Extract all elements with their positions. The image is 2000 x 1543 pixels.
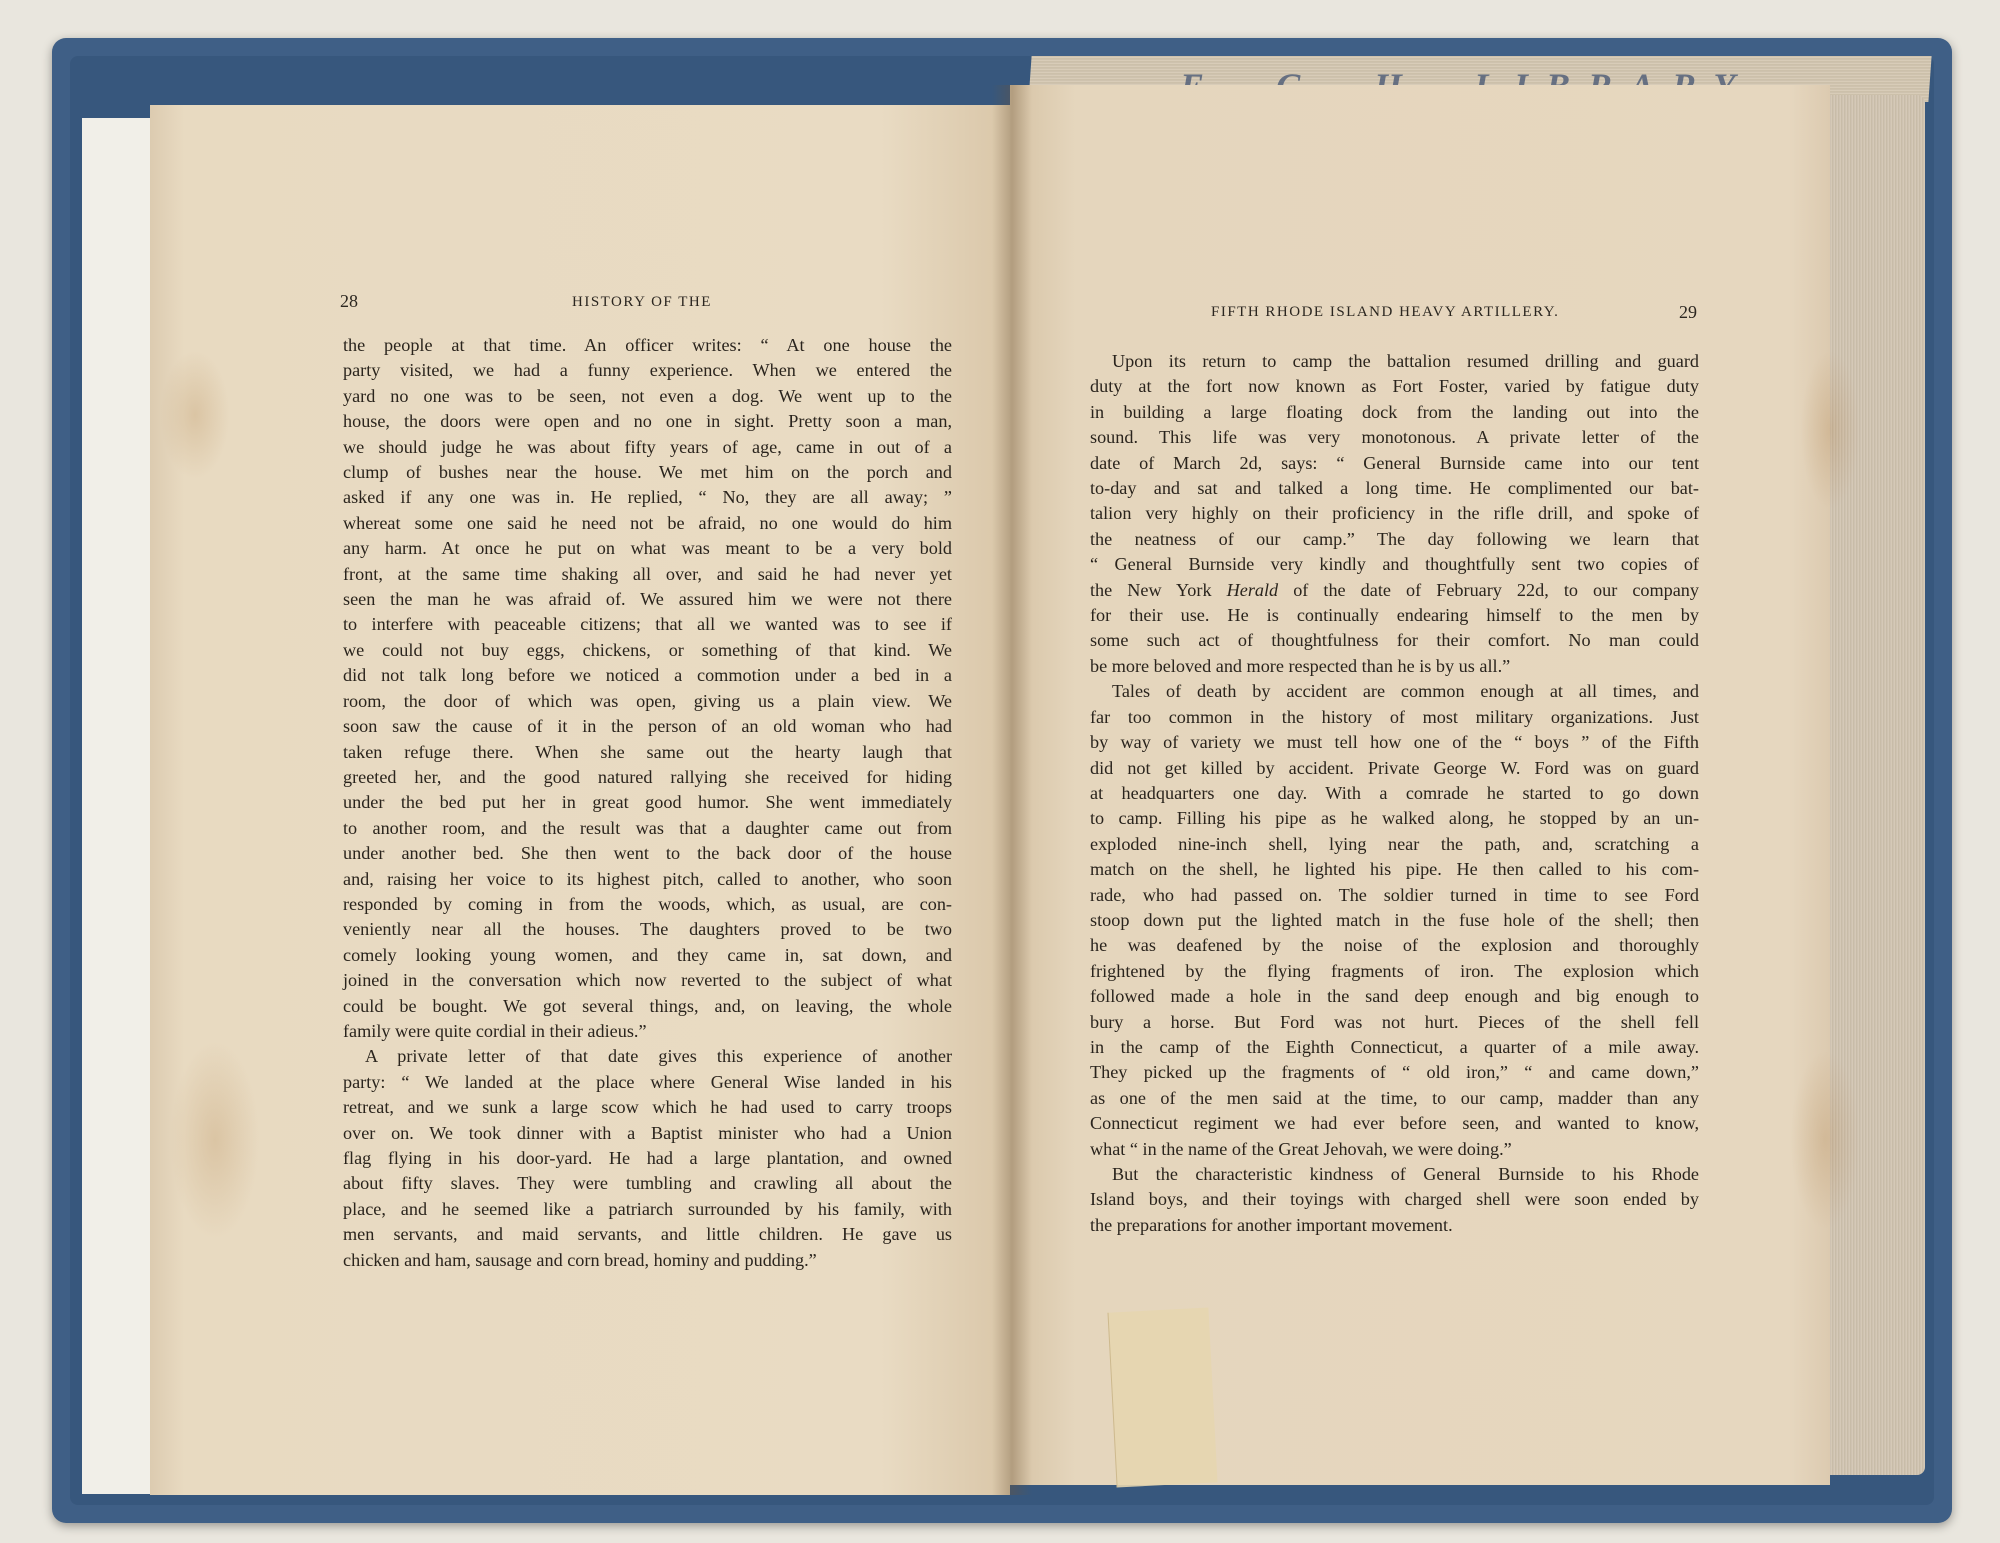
text-line: the neatness of our camp.” The day following we learn that — [1090, 528, 1699, 549]
text-line: chicken and ham, sausage and corn bread, hominy and pudding.” — [343, 1249, 817, 1270]
text-line: about fifty slaves. They were tumbling and crawling all about the — [343, 1173, 952, 1194]
text-line: by way of variety we must tell how one of the “ boys ” of the Fifth — [1090, 732, 1699, 753]
text-line: did not talk long before we noticed a commotion under a bed in a — [343, 665, 952, 686]
text-line: followed made a hole in the sand deep enough and big enough to — [1090, 986, 1699, 1007]
repair-tape — [1107, 1307, 1217, 1487]
text-line: did not get killed by accident. Private George W. Ford was on guard — [1090, 757, 1699, 778]
text-line: in building a large floating dock from the landing out into the — [1090, 401, 1699, 422]
text-line: we could not buy eggs, chickens, or something of that kind. We — [343, 639, 952, 660]
text-line: joined in the conversation which now reverted to the subject of what — [343, 970, 952, 991]
text-line: room, the door of which was open, giving us a plain view. We — [343, 690, 952, 711]
paragraph — [343, 333, 952, 1044]
text-line: front, at the same time shaking all over, and said he had never yet — [343, 563, 952, 584]
text-line: over on. We took dinner with a Baptist minister who had a Union — [343, 1122, 952, 1143]
right-running-head: FIFTH RHODE ISLAND HEAVY ARTILLERY. — [1211, 304, 1560, 320]
text-line: Connecticut regiment we had ever before seen, and wanted to know, — [1090, 1113, 1699, 1134]
text-line: veniently near all the houses. The daughters proved to be two — [343, 919, 952, 940]
text-line: he was deafened by the noise of the explosion and thoroughly — [1090, 935, 1699, 956]
text-line: “ General Burnside very kindly and thoughtfully sent two copies of — [1090, 554, 1699, 575]
text-line: to-day and sat and talked a long time. He complimented our bat- — [1090, 478, 1699, 499]
text-line: retreat, and we sunk a large scow which he had used to carry troops — [343, 1097, 952, 1118]
text-line: greeted her, and the good natured rallying she received for hiding — [343, 766, 952, 787]
text-line: for their use. He is continually endearing himself to the men by — [1090, 605, 1699, 626]
text-line: talion very highly on their proficiency in the rifle drill, and spoke of — [1090, 503, 1699, 524]
text-line: Tales of death by accident are common enough at all times, and — [1112, 681, 1699, 702]
text-line: flag flying in his door-yard. He had a large plantation, and owned — [343, 1148, 952, 1168]
text-line: They picked up the fragments of “ old iron,” “ and came down,” — [1090, 1062, 1699, 1083]
text-line: stoop down put the lighted match in the fuse hole of the shell; then — [1090, 909, 1699, 930]
paragraph — [343, 1044, 952, 1273]
text-line: exploded nine-inch shell, lying near the path, and, scratching a — [1090, 833, 1699, 854]
left-page-text — [343, 333, 952, 1273]
text-line: Upon its return to camp the battalion resumed drilling and guard — [1112, 351, 1699, 371]
text-line: the New York Herald of the date of February 22d, to our company — [1090, 579, 1699, 600]
text-line: party: “ We landed at the place where General Wise landed in his — [343, 1071, 952, 1092]
right-page-text — [1090, 349, 1699, 1238]
text-line: to another room, and the result was that a daughter came out from — [343, 817, 952, 838]
text-line: A private letter of that date gives this experience of another — [365, 1046, 952, 1067]
text-line: as one of the men said at the time, to our camp, madder than any — [1090, 1087, 1699, 1108]
text-line: soon saw the cause of it in the person of an old woman who had — [343, 716, 952, 737]
text-line: bury a horse. But Ford was not hurt. Pieces of the shell fell — [1090, 1011, 1699, 1032]
text-line: to interfere with peaceable citizens; that all we wanted was to see if — [343, 614, 952, 635]
text-line: clump of bushes near the house. We met him on the porch and — [343, 462, 952, 483]
text-line: match on the shell, he lighted his pipe. He then called to his com- — [1090, 859, 1699, 880]
paragraph — [1090, 349, 1699, 679]
text-line: what “ in the name of the Great Jehovah, we were doing.” — [1090, 1138, 1512, 1159]
text-line: place, and he seemed like a patriarch surrounded by his family, with — [343, 1198, 952, 1219]
text-line: party visited, we had a funny experience. When we entered the — [343, 360, 952, 381]
text-line: under the bed put her in great good humor. She went immediately — [343, 792, 952, 813]
text-line: taken refuge there. When she same out the hearty laugh that — [343, 741, 952, 762]
text-line: under another bed. She then went to the back door of the house — [343, 843, 952, 864]
text-line: But the characteristic kindness of General Burnside to his Rhode — [1112, 1164, 1699, 1184]
text-line: the preparations for another important movement. — [1090, 1214, 1453, 1235]
text-line: at headquarters one day. With a comrade he started to go down — [1090, 782, 1699, 803]
text-line: far too common in the history of most military organizations. Just — [1090, 706, 1699, 727]
paragraph — [1090, 679, 1699, 1162]
text-line: the people at that time. An officer writes: “ At one house the — [343, 335, 952, 355]
text-line: yard no one was to be seen, not even a dog. We went up to the — [343, 385, 952, 406]
text-line: Island boys, and their toyings with charged shell were soon ended by — [1090, 1189, 1699, 1210]
text-line: sound. This life was very monotonous. A private letter of the — [1090, 427, 1699, 448]
text-line: some such act of thoughtfulness for their comfort. No man could — [1090, 630, 1699, 651]
left-running-head: HISTORY OF THE — [572, 294, 712, 310]
text-line: and, raising her voice to its highest pitch, called to another, who soon — [343, 868, 952, 889]
fore-edge — [1830, 95, 1925, 1475]
text-line: be more beloved and more respected than he is by us all.” — [1090, 655, 1511, 676]
text-line: frightened by the flying fragments of iron. The explosion which — [1090, 960, 1699, 981]
text-line: duty at the fort now known as Fort Foster, varied by fatigue duty — [1090, 376, 1699, 397]
text-line: date of March 2d, says: “ General Burnside came into our tent — [1090, 452, 1699, 473]
text-line: we should judge he was about fifty years of age, came in out of a — [343, 436, 952, 457]
text-line: could be bought. We got several things, and, on leaving, the whole — [343, 995, 952, 1016]
text-line: family were quite cordial in their adieus.” — [343, 1020, 647, 1041]
text-line: asked if any one was in. He replied, “ No, they are all away; ” — [343, 487, 952, 508]
text-line: comely looking young women, and they came in, sat down, and — [343, 944, 952, 965]
right-page-number: 29 — [1679, 302, 1697, 322]
gutter — [992, 85, 1032, 1495]
text-line: in the camp of the Eighth Connecticut, a quarter of a mile away. — [1090, 1036, 1699, 1057]
text-line: men servants, and maid servants, and little children. He gave us — [343, 1224, 952, 1245]
left-page-number: 28 — [340, 291, 358, 311]
text-line: to camp. Filling his pipe as he walked along, he stopped by an un- — [1090, 808, 1699, 829]
text-line: responded by coming in from the woods, which, as usual, are con- — [343, 893, 952, 914]
paragraph — [1090, 1162, 1699, 1238]
text-line: house, the doors were open and no one in sight. Pretty soon a man, — [343, 411, 952, 432]
text-line: seen the man he was afraid of. We assured him we were not there — [343, 589, 952, 610]
text-line: rade, who had passed on. The soldier turned in time to see Ford — [1090, 884, 1699, 905]
text-line: whereat some one said he need not be afraid, no one would do him — [343, 512, 952, 533]
text-line: any harm. At once he put on what was meant to be a very bold — [343, 538, 952, 559]
